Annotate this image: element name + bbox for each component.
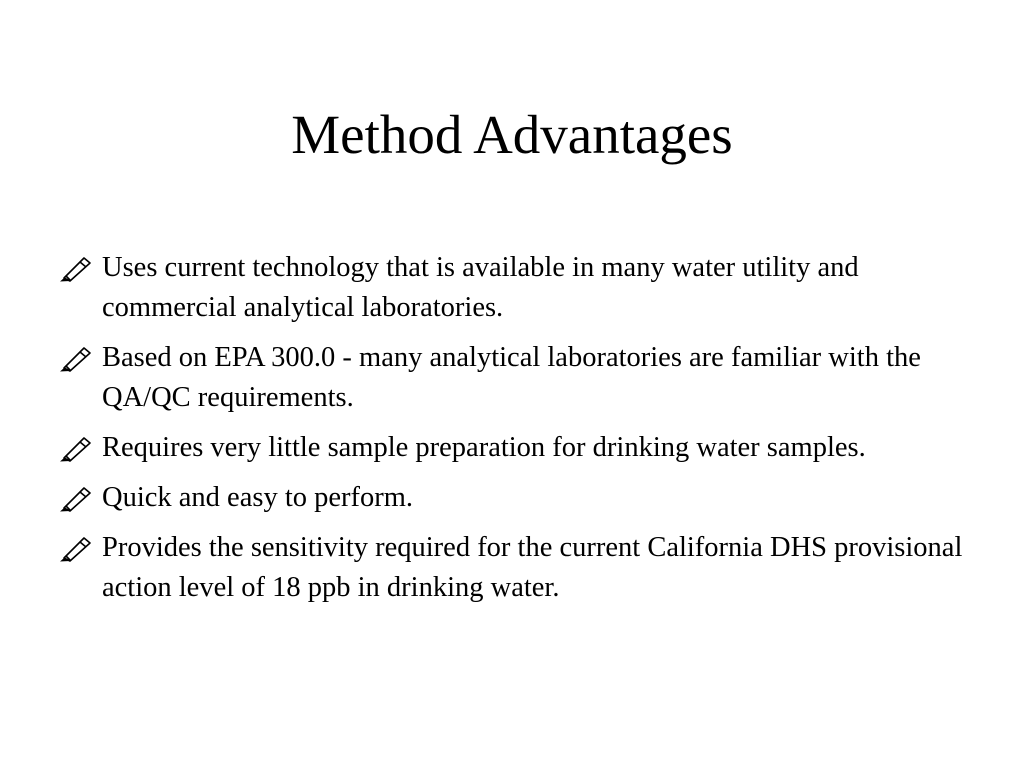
list-item <box>58 478 968 518</box>
bullet-list <box>58 248 968 618</box>
pencil-icon <box>58 344 98 372</box>
slide-title: Method Advantages <box>291 104 733 165</box>
pencil-icon <box>58 254 98 282</box>
bullet-text: Quick and easy to perform. <box>102 482 414 513</box>
list-item <box>58 248 968 328</box>
bullet-text: Uses current technology that is available in many water utility and commercial analytical laboratories. <box>102 252 859 323</box>
bullet-text: Based on EPA 300.0 - many analytical laboratories are familiar with the QA/QC requirements. <box>102 342 921 413</box>
pencil-icon <box>58 484 98 512</box>
bullet-text: Provides the sensitivity required for the current California DHS provisional action level of 18 ppb in drinking water. <box>102 532 963 603</box>
bullet-text: Requires very little sample preparation for drinking water samples. <box>102 432 866 463</box>
pencil-icon <box>58 434 98 462</box>
pencil-icon <box>58 534 98 562</box>
list-item <box>58 338 968 418</box>
list-item <box>58 428 968 468</box>
list-item <box>58 528 968 608</box>
